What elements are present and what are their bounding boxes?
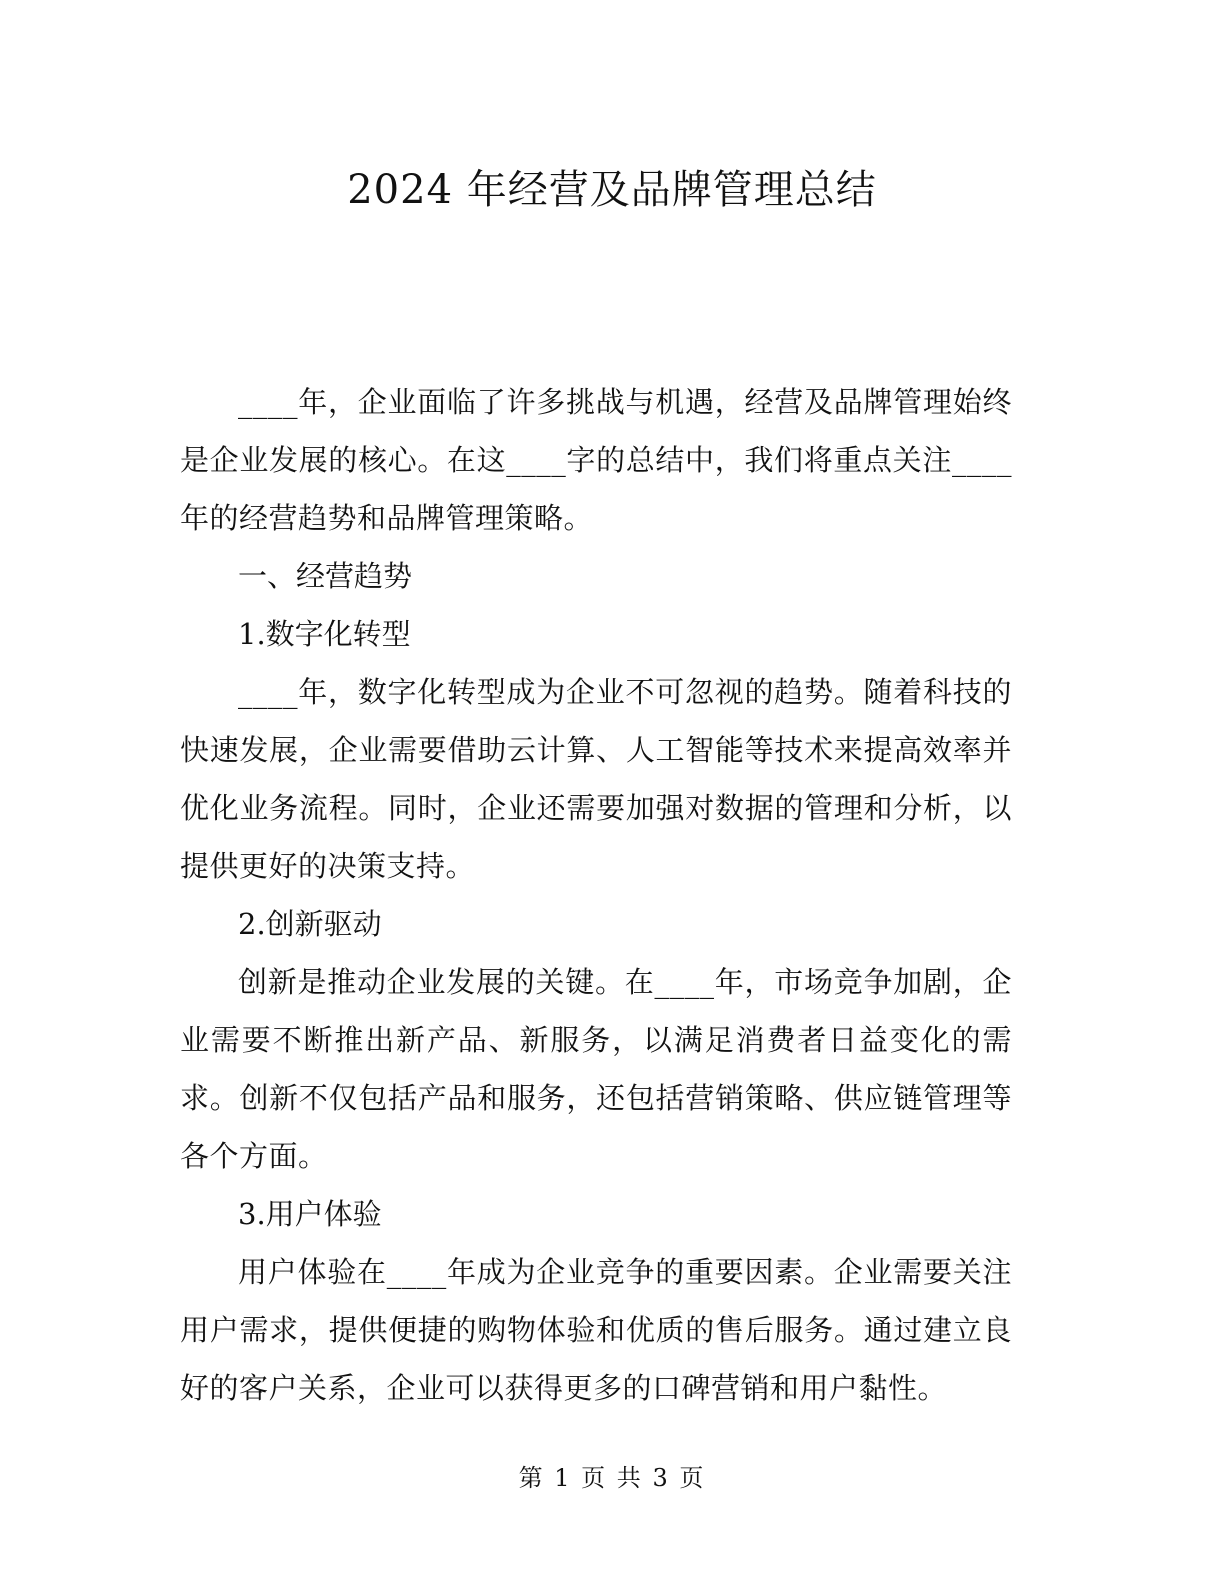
page-number-footer: 第 1 页 共 3 页 [518, 1464, 706, 1492]
intro-paragraph: ____年，企业面临了许多挑战与机遇，经营及品牌管理始终是企业发展的核心。在这____字的总结中，我们将重点关注____年的经营趋势和品牌管理策略。 [180, 385, 1012, 535]
section-heading-business-trends: 一、经营趋势 [238, 559, 413, 593]
paragraph-user-experience: 用户体验在____年成为企业竞争的重要因素。企业需要关注用户需求，提供便捷的购物体验和优质的售后服务。通过建立良好的客户关系，企业可以获得更多的口碑营销和用户黏性。 [180, 1255, 1012, 1405]
subheading-digital-transformation: 1.数字化转型 [238, 617, 411, 651]
paragraph-innovation: 创新是推动企业发展的关键。在____年，市场竞争加剧，企业需要不断推出新产品、新服务，以满足消费者日益变化的需求。创新不仅包括产品和服务，还包括营销策略、供应链管理等各个方面。 [180, 965, 1012, 1173]
subheading-innovation: 2.创新驱动 [238, 907, 382, 941]
paragraph-digital-transformation: ____年，数字化转型成为企业不可忽视的趋势。随着科技的快速发展，企业需要借助云计算、人工智能等技术来提高效率并优化业务流程。同时，企业还需要加强对数据的管理和分析，以提供更好的决策支持。 [180, 675, 1012, 883]
subheading-user-experience: 3.用户体验 [238, 1197, 382, 1231]
document-body [180, 373, 1012, 1417]
document-title: 2024 年经营及品牌管理总结 [347, 167, 877, 213]
